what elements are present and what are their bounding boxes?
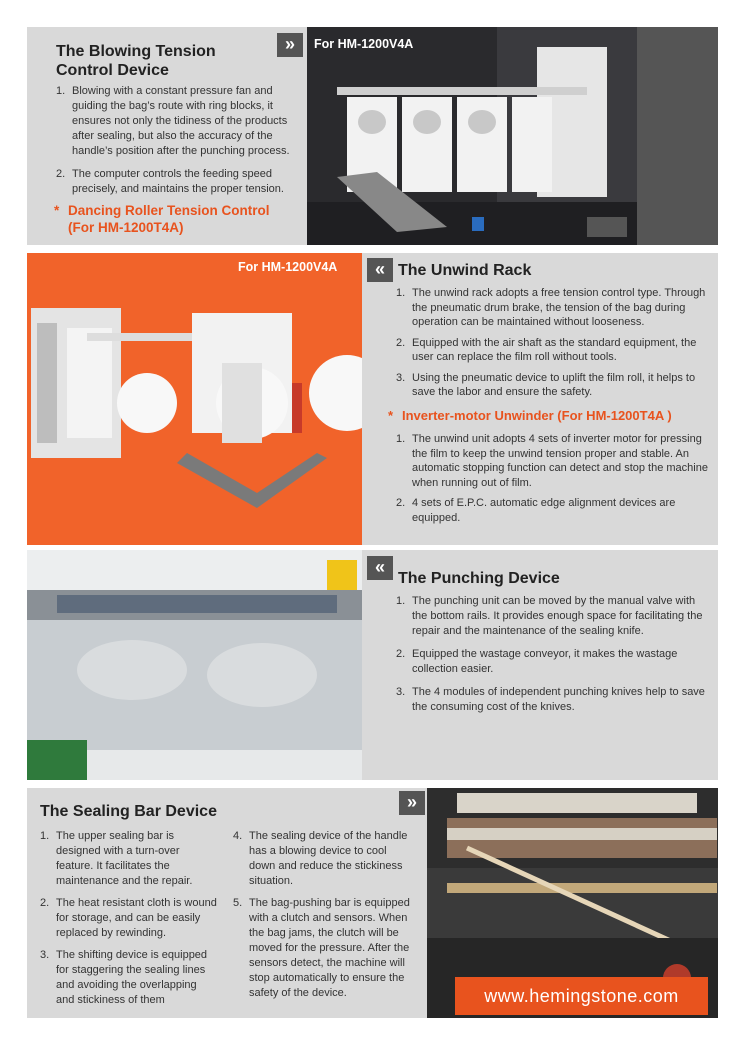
list-item: 2. The heat resistant cloth is wound for storage, and can be easily replaced by rewinding. [40, 897, 217, 939]
side-bar [637, 27, 718, 245]
website-link[interactable]: www.hemingstone.com [455, 977, 708, 1015]
list-item: 4. The sealing device of the handle has a blowing device to cool down and reduce the stickiness situation. [233, 830, 408, 887]
unwind-list-2 [396, 432, 712, 531]
sealing-list-right [233, 829, 415, 1008]
unwind-photo [27, 253, 362, 545]
unwind-title: The Unwind Rack [398, 262, 532, 279]
list-item: 1. The punching unit can be moved by the manual valve with the bottom rails. It provides enough space for facilitating the repair and the maintenance of the sealing knife. [396, 595, 703, 637]
blowing-title: The Blowing Tension Control Device [56, 43, 216, 79]
list-item: 3. Using the pneumatic device to uplift the film roll, it helps to save the labor and ensure the safety. [396, 371, 696, 398]
list-item: 2. Equipped the wastage conveyor, it makes the wastage collection easier. [396, 648, 678, 675]
unwind-list [396, 286, 712, 406]
list-item: 3. The shifting device is equipped for staggering the sealing lines and avoiding the overlapping and stickiness of them [40, 949, 208, 1006]
chevron-left-icon: « [367, 556, 393, 580]
machine-illustration [27, 550, 362, 780]
blowing-photo [307, 27, 637, 245]
list-item: 1. The unwind unit adopts 4 sets of inverter motor for pressing the film to keep the unwind tension proper and stable. An automatic stopping function can detect and stop the machine when running out of film. [396, 433, 708, 489]
punching-title: The Punching Device [398, 570, 560, 587]
sealing-title: The Sealing Bar Device [40, 803, 217, 820]
punching-list [396, 594, 712, 723]
chevron-left-icon: « [367, 258, 393, 282]
list-item: 2. Equipped with the air shaft as the standard equipment, the user can replace the film roll without tools. [396, 336, 697, 363]
list-item: 2. The computer controls the feeding speed precisely, and maintains the proper tension. [56, 168, 284, 195]
list-item: 1. The upper sealing bar is designed with a turn-over feature. It facilitates the maintenance and the repair. [40, 830, 193, 887]
photo-tag: For HM-1200V4A [238, 260, 338, 274]
blowing-subtitle: * Dancing Roller Tension Control (For HM-1200T4A) [54, 203, 270, 235]
sealing-list-left [40, 829, 218, 1015]
machine-illustration [307, 27, 637, 245]
photo-tag: For HM-1200V4A [314, 37, 414, 51]
chevron-right-icon: » [277, 33, 303, 57]
list-item: 2. 4 sets of E.P.C. automatic edge alignment devices are equipped. [396, 497, 676, 524]
blowing-list [56, 84, 300, 205]
list-item: 1. The unwind rack adopts a free tension control type. Through the pneumatic drum brake, the tension of the bag during operation can be maintained without looseness. [396, 287, 706, 328]
chevron-right-icon: » [399, 791, 425, 815]
list-item: 3. The 4 modules of independent punching knives help to save the consuming cost of the knives. [396, 686, 705, 713]
list-item: 5. The bag-pushing bar is equipped with a clutch and sensors. When the bag jams, the clutch will be moved for the pressure. After the sensors detect, the machine will stop automatically to ensure the safety of the device. [233, 897, 410, 999]
list-item: 1. Blowing with a constant pressure fan and guiding the bag’s route with ring blocks, it ensures not only the tidiness of the products after sealing, but also the accuracy of the handle’s position after the punching process. [56, 85, 290, 157]
punching-photo [27, 550, 362, 780]
unwind-subtitle: * Inverter-motor Unwinder (For HM-1200T4A ) [388, 408, 672, 423]
machine-illustration [27, 253, 362, 545]
